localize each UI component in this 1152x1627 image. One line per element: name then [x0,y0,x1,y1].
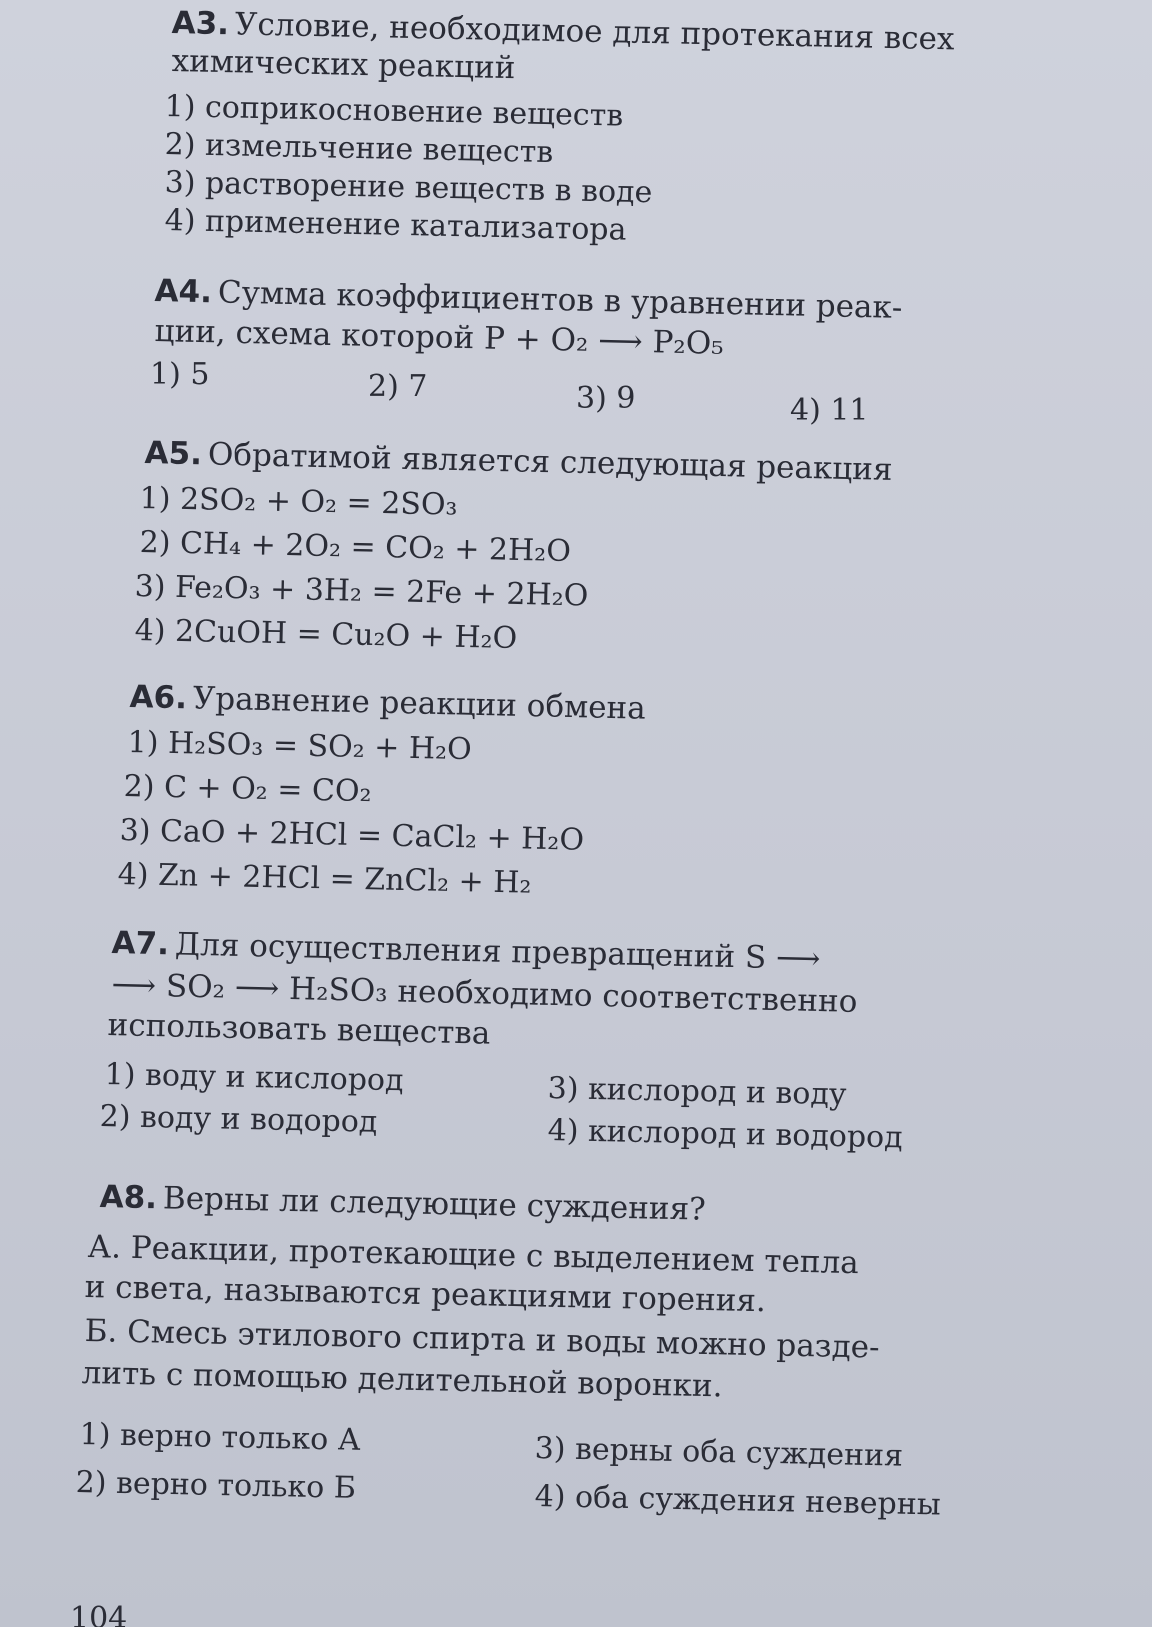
option-a3-3: 3) растворение веществ в воде [164,165,653,211]
statement-a-line1: А. Реакции, протекающие с выделением тепла [87,1229,860,1282]
statement-b-line2: лить с помощью делительной воронки. [81,1355,723,1405]
option-a4-4: 4) 11 [790,393,869,428]
question-text: Обратимой является следующая реакция [207,436,893,488]
option-a6-4: 4) Zn + 2HCl = ZnCl₂ + H₂ [117,857,532,901]
question-number: А5. [144,435,203,473]
statement-b-line1: Б. Смесь этилового спирта и воды можно разде- [84,1313,880,1366]
option-a8-1: 1) верно только А [79,1417,361,1458]
question-number: А3. [171,5,230,43]
question-a8 [99,1179,707,1228]
question-number: А7. [111,925,170,963]
question-a7 [111,925,821,978]
question-text: Верны ли следующие суждения? [162,1180,707,1228]
option-a4-1: 1) 5 [150,357,210,392]
option-a7-4: 4) кислород и водород [547,1113,904,1156]
question-text: Условие, необходимое для протекания всех [234,6,955,58]
option-a6-3: 3) CaO + 2HCl = CaCl₂ + H₂O [119,813,585,858]
question-a3-line2: химических реакций [171,43,516,87]
option-a8-3: 3) верны оба суждения [534,1431,904,1474]
option-a6-1: 1) H₂SO₃ = SO₂ + H₂O [127,725,473,768]
question-text: Для осуществления превращений S ⟶ [174,926,821,978]
option-a7-2: 2) воду и водород [99,1099,378,1140]
question-number: А4. [154,273,213,311]
option-a6-2: 2) C + O₂ = CO₂ [123,769,372,810]
option-a3-1: 1) соприкосновение веществ [164,89,624,134]
question-text: Сумма коэффициентов в уравнении реак- [217,274,903,326]
option-a7-1: 1) воду и кислород [104,1057,404,1099]
option-a5-1: 1) 2SO₂ + O₂ = 2SO₃ [139,481,458,523]
page-number: 104 [70,1601,128,1627]
question-a5 [144,435,893,488]
question-text: Уравнение реакции обмена [192,680,647,727]
option-a8-4: 4) оба суждения неверны [534,1479,942,1523]
option-a4-2: 2) 7 [368,369,428,404]
question-a7-line2: ⟶ SO₂ ⟶ H₂SO₃ необходимо соответственно [111,967,858,1020]
option-a7-3: 3) кислород и воду [547,1071,847,1113]
question-number: А6. [129,679,188,717]
question-a6 [129,679,647,727]
option-a5-3: 3) Fe₂O₃ + 3H₂ = 2Fe + 2H₂O [134,569,589,614]
question-a4-line2: ции, схема которой P + O₂ ⟶ P₂O₅ [154,313,725,362]
option-a5-4: 4) 2CuOH = Cu₂O + H₂O [134,613,518,657]
question-number: А8. [99,1179,158,1217]
option-a5-2: 2) CH₄ + 2O₂ = CO₂ + 2H₂O [139,525,572,570]
option-a3-4: 4) применение катализатора [164,203,627,248]
question-a7-line3: использовать вещества [107,1007,491,1052]
option-a8-2: 2) верно только Б [75,1465,357,1506]
option-a4-3: 3) 9 [576,381,636,416]
option-a3-2: 2) измельчение веществ [164,127,554,171]
statement-a-line2: и света, называются реакциями горения. [84,1269,767,1320]
